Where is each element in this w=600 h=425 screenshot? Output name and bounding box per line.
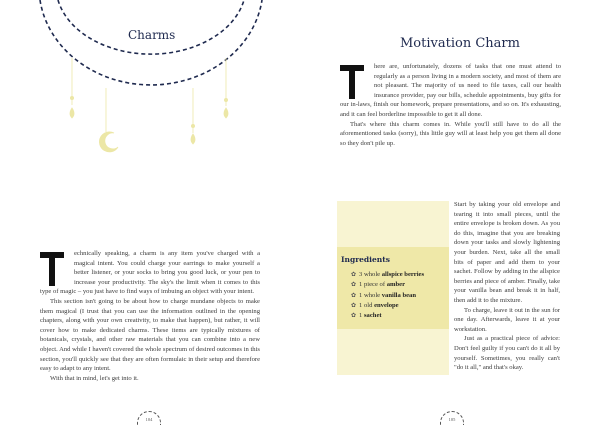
- ingredient-name: vanilla bean: [381, 291, 417, 299]
- leaf-icon: ✿: [351, 302, 357, 309]
- ingredient-item: [351, 270, 445, 280]
- ingredient-qty: 1: [359, 312, 363, 320]
- ingredients-panel: [337, 247, 449, 329]
- page-title: Charms: [128, 28, 176, 42]
- ingredient-qty: 1 old: [359, 301, 373, 309]
- paragraph: echnically speaking, a charm is any item you've charged with a magical intent. You could charge your earrings to make yourself a better listener, or your socks to bring you good luck, or your pen to increase your productivity. The sky's the limit when it comes to this type of magic – you just have to find ways of imbuing an object with your intent.: [40, 250, 260, 296]
- ingredient-qty: 1 piece of: [359, 281, 386, 289]
- paragraph: here are, unfortunately, dozens of tasks that one must attend to regularly as a person living in a modern society, and most of them are not pleasant. The majority of us need to file taxes, call our health insurance provider, pay our bills, schedule appointments, buy gifts for our in-laws, finish our homework, prepare presentations, and so on. It's exhausting, and it can feel borderline impossible to get it all done.: [340, 63, 561, 118]
- ingredient-qty: 1 whole: [359, 291, 381, 299]
- intro-text: [340, 62, 561, 148]
- instructions-text: [454, 200, 560, 373]
- page-number: 105: [440, 411, 464, 425]
- leaf-icon: ✿: [351, 292, 357, 299]
- paragraph: That's where this charm comes in. While you'll still have to do all the aforementioned tasks (sorry), this little guy will at least help you get them all done so they don't pile up.: [340, 120, 561, 147]
- paragraph: Just as a practical piece of advice: Don't feel guilty if you can't do it all by yourself. Sometimes, you really can't "do it all," and that's okay.: [454, 335, 560, 372]
- ingredient-qty: 3 whole: [359, 271, 381, 278]
- ingredients-list: [341, 270, 445, 321]
- paragraph: With that in mind, let's get into it.: [50, 374, 139, 382]
- paragraph: Start by taking your old envelope and tearing it into small pieces, until the entire envelope is broken down. As you do this, imagine that you are breaking down your tasks and slowly lightening your burden. Next, take all the small bits of paper and add them to your sachet. Follow by adding in the allspice berries and piece of amber. Finally, take your vanilla bean and break it in half, then add it to the mixture.: [454, 201, 560, 304]
- page-number: 104: [137, 411, 161, 425]
- drop-cap-t-icon: [40, 250, 70, 286]
- leaf-icon: ✿: [351, 272, 357, 278]
- hanging-charms-illustration: [0, 0, 300, 170]
- ingredient-item: [351, 301, 445, 311]
- ingredient-item: [351, 311, 445, 321]
- drop-cap-t-icon: [340, 63, 370, 99]
- leaf-icon: ✿: [351, 313, 357, 320]
- ingredient-item: [351, 280, 445, 290]
- paragraph: To charge, leave it out in the sun for one day. Afterwards, leave it at your workstation.: [454, 306, 560, 333]
- right-page: [300, 0, 600, 425]
- body-text: [40, 249, 260, 383]
- ingredient-name: allspice berries: [381, 271, 425, 278]
- paragraph: This section isn't going to be about how to charge mundane objects to make them magical (I trust that you can use the information outlined in the opening chapters, along with your own creativity, to make that happen), but rather, it will cover how to make dedicated charms. These items are typically mixtures of botanicals, crystals, and other raw materials that you can combine into a new object. And while I haven't covered the whole spectrum of desired outcomes in this section, you'll quickly see that they are often formulaic in their setup and therefore easy to adapt to any intent.: [40, 297, 260, 373]
- ingredient-item: [351, 291, 445, 301]
- ingredient-name: sachet: [363, 312, 382, 320]
- ingredient-name: envelope: [374, 301, 399, 309]
- ingredients-title: Ingredients: [341, 255, 390, 264]
- ingredient-name: amber: [386, 281, 405, 289]
- page-title: Motivation Charm: [400, 36, 520, 51]
- leaf-icon: ✿: [351, 282, 357, 289]
- ingredients-box: [337, 201, 449, 375]
